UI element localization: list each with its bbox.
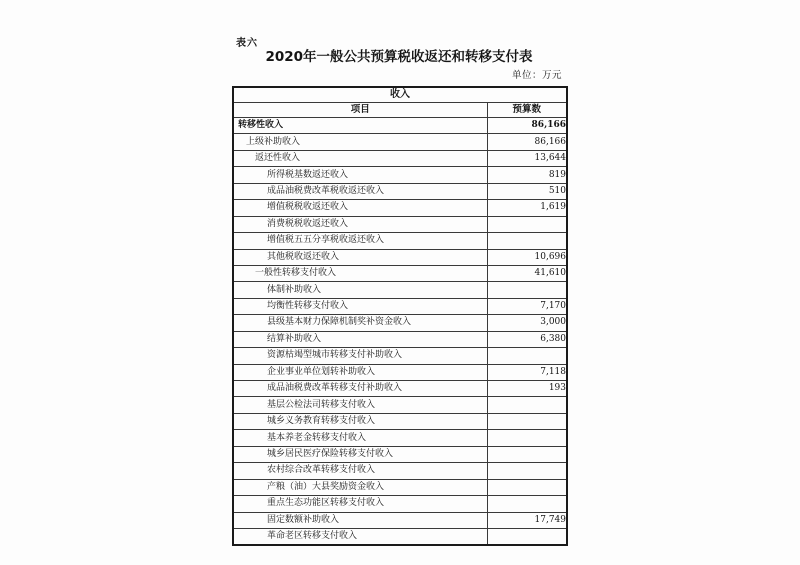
row-label: 县级基本财力保障机制奖补资金收入 <box>233 315 487 331</box>
row-label: 资源枯竭型城市转移支付补助收入 <box>233 348 487 364</box>
unit-label: 单位：万元 <box>511 70 562 81</box>
section-header-row <box>233 87 567 103</box>
row-label: 增值税税收返还收入 <box>233 200 487 216</box>
row-label: 城乡居民医疗保险转移支付收入 <box>233 446 487 462</box>
table-row <box>233 200 567 216</box>
row-value <box>487 397 567 413</box>
row-label: 增值税五五分享税收返还收入 <box>233 233 487 249</box>
section-header-cell: 收入 <box>233 87 567 103</box>
row-value: 1,619 <box>487 200 567 216</box>
row-label: 体制补助收入 <box>233 282 487 298</box>
row-value <box>487 282 567 298</box>
row-value <box>487 446 567 462</box>
budget-table <box>232 86 568 546</box>
row-label: 所得税基数返还收入 <box>233 167 487 183</box>
table-row <box>233 496 567 512</box>
row-label: 消费税税收返还收入 <box>233 216 487 232</box>
row-value: 41,610 <box>487 265 567 281</box>
row-label: 产粮（油）大县奖励资金收入 <box>233 479 487 495</box>
column-header-budget: 预算数 <box>487 103 567 118</box>
row-value <box>487 479 567 495</box>
table-row <box>233 298 567 314</box>
row-value: 86,166 <box>487 134 567 150</box>
row-label: 一般性转移支付收入 <box>233 265 487 281</box>
table-row <box>233 265 567 281</box>
row-value: 13,644 <box>487 150 567 166</box>
row-label: 企业事业单位划转补助收入 <box>233 364 487 380</box>
row-label: 上级补助收入 <box>233 134 487 150</box>
table-row <box>233 315 567 331</box>
row-label: 基层公检法司转移支付收入 <box>233 397 487 413</box>
row-label: 均衡性转移支付收入 <box>233 298 487 314</box>
table-row <box>233 134 567 150</box>
table-row <box>233 249 567 265</box>
row-value: 819 <box>487 167 567 183</box>
row-label: 农村综合改革转移支付收入 <box>233 463 487 479</box>
row-label: 返还性收入 <box>233 150 487 166</box>
table-row <box>233 364 567 380</box>
table-row <box>233 430 567 446</box>
row-value: 86,166 <box>487 118 567 134</box>
row-value <box>487 233 567 249</box>
table-row <box>233 512 567 528</box>
table-row <box>233 397 567 413</box>
row-label: 成品油税费改革税收返还收入 <box>233 183 487 199</box>
row-value <box>487 496 567 512</box>
table-row <box>233 167 567 183</box>
table-row <box>233 183 567 199</box>
row-value: 6,380 <box>487 331 567 347</box>
row-label: 固定数额补助收入 <box>233 512 487 528</box>
row-label: 革命老区转移支付收入 <box>233 528 487 545</box>
table-row <box>233 216 567 232</box>
table-row <box>233 331 567 347</box>
table-row <box>233 118 567 134</box>
row-value <box>487 528 567 545</box>
row-value: 3,000 <box>487 315 567 331</box>
table-row <box>233 282 567 298</box>
table-number-label: 表六 <box>236 38 258 49</box>
row-value: 193 <box>487 381 567 397</box>
table-row <box>233 528 567 545</box>
table-row <box>233 446 567 462</box>
row-label: 重点生态功能区转移支付收入 <box>233 496 487 512</box>
row-value <box>487 348 567 364</box>
row-label: 转移性收入 <box>233 118 487 134</box>
table-row <box>233 150 567 166</box>
row-value <box>487 463 567 479</box>
table-row <box>233 413 567 429</box>
row-value: 7,170 <box>487 298 567 314</box>
column-header-row <box>233 103 567 118</box>
column-header-item: 项目 <box>233 103 487 118</box>
row-value: 10,696 <box>487 249 567 265</box>
row-label: 成品油税费改革转移支付补助收入 <box>233 381 487 397</box>
table-row <box>233 463 567 479</box>
table-row <box>233 479 567 495</box>
row-label: 其他税收返还收入 <box>233 249 487 265</box>
table-row <box>233 233 567 249</box>
row-value: 510 <box>487 183 567 199</box>
row-value <box>487 413 567 429</box>
row-value: 17,749 <box>487 512 567 528</box>
row-label: 城乡义务教育转移支付收入 <box>233 413 487 429</box>
row-value: 7,118 <box>487 364 567 380</box>
page-title: 2020年一般公共预算税收返还和转移支付表 <box>265 49 533 65</box>
row-value <box>487 430 567 446</box>
row-label: 结算补助收入 <box>233 331 487 347</box>
table-row <box>233 381 567 397</box>
row-value <box>487 216 567 232</box>
table-row <box>233 348 567 364</box>
row-label: 基本养老金转移支付收入 <box>233 430 487 446</box>
